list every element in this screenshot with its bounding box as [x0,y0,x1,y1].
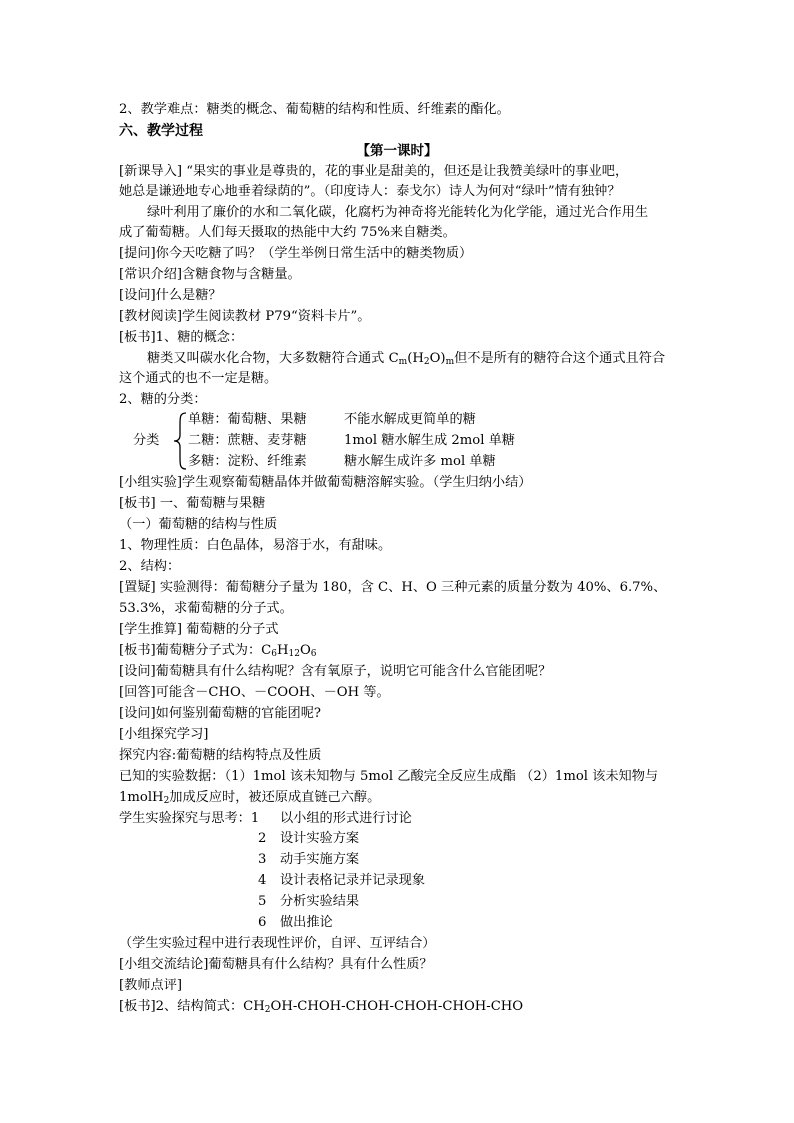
intro-line-1: [新课导入] “果实的事业是尊贵的，花的事业是甜美的，但还是让我赞美绿叶的事业吧， [119,164,629,179]
kd-sub-2: 2 [163,796,170,806]
known-data-line-2 [119,788,380,811]
class-desc-poly: 糖水解生成许多 mol 单糖 [344,454,496,469]
step-2-num: 2 [258,831,267,846]
inquiry-content-line: 探究内容:葡萄糖的结构特点及性质 [119,748,322,763]
sf-sub-2: 2 [264,1005,271,1015]
step-4-text: 设计表格记录并记录现象 [280,873,426,888]
step-3 [258,850,359,870]
lesson-title: 【第一课时】 [356,143,438,159]
structural-formula-line [119,997,523,1020]
formula-line-2: 这个通式的也不一定是糖。 [119,371,278,386]
intro-line-4: 成了葡萄糖。人们每天摄取的热能中大约 75%来自糖类。 [119,225,456,240]
question-molecular-line-2: 53.3%，求葡萄糖的分子式。 [119,601,293,616]
reading-line: [教材阅读]学生阅读教材 P79“资料卡片”。 [119,309,371,324]
curly-brace [172,411,188,471]
board-glucose-fructose: [板书] 一、葡萄糖与果糖 [119,496,266,511]
board-concept-line: [板书]1、糖的概念： [119,330,244,345]
inquiry-steps-prefix: 学生实验探究与思考：1 [119,811,260,826]
class-row-poly: 多糖：淀粉、纤维素 [188,454,307,469]
formula-text-d: 但不是所有的糖符合这个通式且符合 [454,351,666,366]
ask-identify-line: [设问]如何鉴别葡萄糖的官能团呢? [119,706,321,721]
teaching-difficulty-line: 2、教学难点：糖类的概念、葡萄糖的结构和性质、纤维素的酯化。 [119,102,510,117]
question-molecular-line-1: [置疑] 实验测得：葡萄糖分子量为 180，含 C、H、O 三种元素的质量分数为 40%、6.7%、 [119,580,667,595]
group-conclusion-line: [小组交流结论]葡萄糖具有什么结构？具有什么性质？ [119,957,433,972]
kd-text-b: 加成反应时，被还原成直链己六醇。 [169,790,381,805]
molecular-formula-line [119,641,317,664]
question-line: [提问]你今天吃糖了吗？（学生举例日常生活中的糖类物质） [119,246,473,261]
class-desc-di: 1mol 糖水解生成 2mol 单糖 [344,433,515,448]
physical-property-line: 1、物理性质：白色晶体，易溶于水，有甜味。 [119,538,392,553]
step-6 [258,913,333,933]
inquiry-steps-label [119,809,259,829]
section-heading: 六、教学过程 [119,123,203,139]
group-experiment-line: [小组实验]学生观察葡萄糖晶体并做葡萄糖溶解实验。（学生归纳小结） [119,475,532,490]
step-1-text: 以小组的形式进行讨论 [280,811,412,826]
student-derivation-line: [学生推算] 葡萄糖的分子式 [119,622,279,637]
classification-label: 分类 [133,433,160,448]
formula-text-a: 糖类又叫碳水化合物，大多数糖符合通式 C [147,351,399,366]
step-4 [258,871,425,891]
classification-heading: 2、糖的分类： [119,392,207,407]
knowledge-line: [常识介绍]含糖食物与含糖量。 [119,267,301,282]
step-2 [258,829,359,849]
formula-sub-m: m [398,357,408,367]
group-inquiry-line: [小组探究学习] [119,727,209,742]
known-data-line-1: 已知的实验数据：（1）1mol 该未知物与 5mol 乙酸完全反应生成酯 （2）1mol 该未知物与 [119,769,659,784]
glucose-structure-heading: （一）葡萄糖的结构与性质 [119,517,278,532]
answer-line: [回答]可能含－CHO、－COOH、－OH 等。 [119,685,390,700]
step-6-num: 6 [258,915,267,930]
step-4-num: 4 [258,873,267,888]
intro-line-2: 她总是谦逊地专心地垂着绿荫的”。（印度诗人：泰戈尔）诗人为何对“绿叶”情有独钟？ [119,184,621,199]
mf-sub-6: 6 [271,649,277,659]
step-5-num: 5 [258,894,267,909]
teacher-comment-line: [教师点评] [119,978,183,993]
sf-text-b: OH-CHOH-CHOH-CHOH-CHOH-CHO [270,999,524,1014]
intro-line-3: 绿叶利用了廉价的水和二氧化碳，化腐朽为神奇将光能转化为化学能，通过光合作用生 [147,205,649,220]
step-5 [258,892,359,912]
mf-text-o: O [299,643,311,658]
step-5-text: 分析实验结果 [280,894,360,909]
kd-text-a: 1molH [119,790,164,805]
ask-structure-line: [设问]葡萄糖具有什么结构呢？含有氧原子，说明它可能含什么官能团呢？ [119,664,552,679]
mf-text-a: [板书]葡萄糖分子式为：C [119,643,272,658]
formula-text-c: O) [429,351,446,366]
formula-sub-m2: m [445,357,455,367]
formula-text-b: (H [407,351,424,366]
class-desc-mono: 不能水解成更简单的糖 [344,412,476,427]
step-3-num: 3 [258,852,267,867]
step-6-text: 做出推论 [280,915,333,930]
class-row-mono: 单糖：葡萄糖、果糖 [188,412,307,427]
step-3-text: 动手实施方案 [280,852,360,867]
class-row-di: 二糖：蔗糖、麦芽糖 [188,433,307,448]
ask-line: [设问]什么是糖？ [119,288,222,303]
evaluation-line: （学生实验过程中进行表现性评价，自评、互评结合） [119,936,436,951]
sf-text-a: [板书]2、结构简式：CH [119,999,265,1014]
structure-heading: 2、结构： [119,559,181,574]
formula-sub-2: 2 [423,357,430,367]
mf-text-h: H [277,643,289,658]
mf-sub-6b: 6 [310,649,317,659]
step-2-text: 设计实验方案 [280,831,360,846]
mf-sub-12: 12 [288,649,300,659]
